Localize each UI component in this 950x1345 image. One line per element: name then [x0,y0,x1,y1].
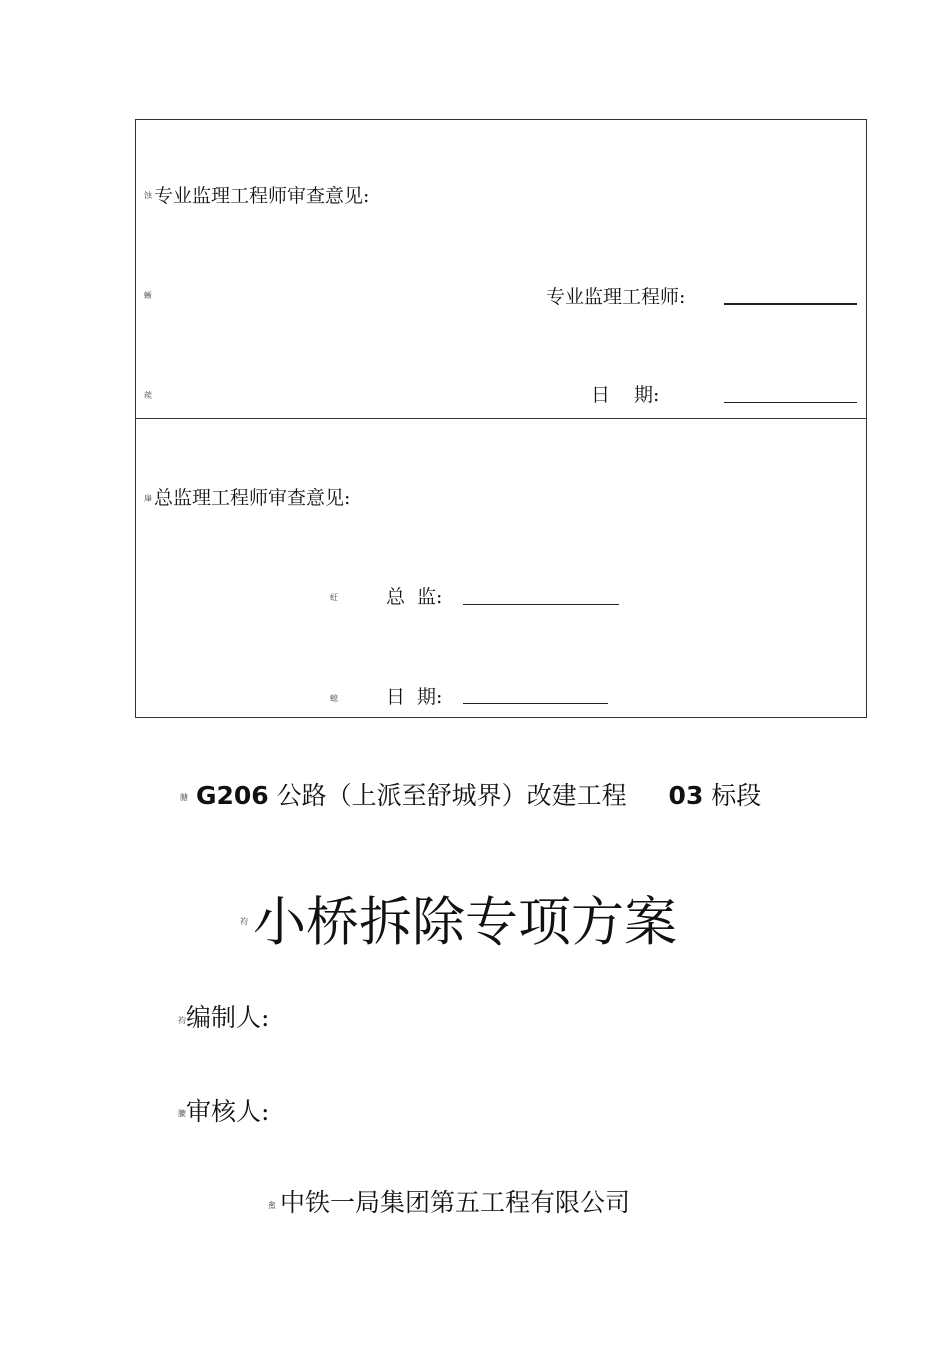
margin-marker: 肁 [144,494,152,503]
project-heading [180,776,761,812]
engineer-signature-label: 专业监理工程师: [546,286,686,308]
margin-marker: 袀 [240,917,248,926]
margin-marker: 袀 [178,1016,186,1025]
supervisor-review-label: 专业监理工程师审查意见: [154,185,370,207]
reviewer-label: 审核人: [186,1097,270,1126]
chief-review-label: 总监理工程师审查意见: [154,487,351,509]
margin-marker: 膔 [178,1109,186,1118]
margin-marker: 螅 [330,694,338,703]
engineer-date-line [724,402,857,403]
chief-review-box [135,418,867,718]
section-label: 标段 [711,781,762,810]
chief-signature-label: 总 监: [386,586,443,608]
margin-marker: 蒺 [144,391,152,400]
chief-date-label: 日 期: [386,686,443,708]
chief-signature-line [463,604,619,605]
margin-marker: 蜥 [144,291,152,300]
chief-date-line [463,703,608,704]
margin-marker: 膅 [180,793,188,802]
compiler-label: 编制人: [186,1003,270,1032]
project-code: G206 [195,781,269,810]
engineer-signature-line [724,303,857,305]
engineer-date-label: 日 期: [591,384,660,406]
section-number: 03 [668,781,704,810]
supervisor-review-box [135,119,867,419]
margin-marker: 蚟 [330,593,338,602]
margin-marker: 蚀 [144,191,152,200]
company-name: 中铁一局集团第五工程有限公司 [280,1188,631,1217]
project-name: 公路（上派至舒城界）改建工程 [276,781,627,810]
document-title: 小桥拆除专项方案 [253,892,677,953]
margin-marker: 蚃 [268,1201,276,1210]
